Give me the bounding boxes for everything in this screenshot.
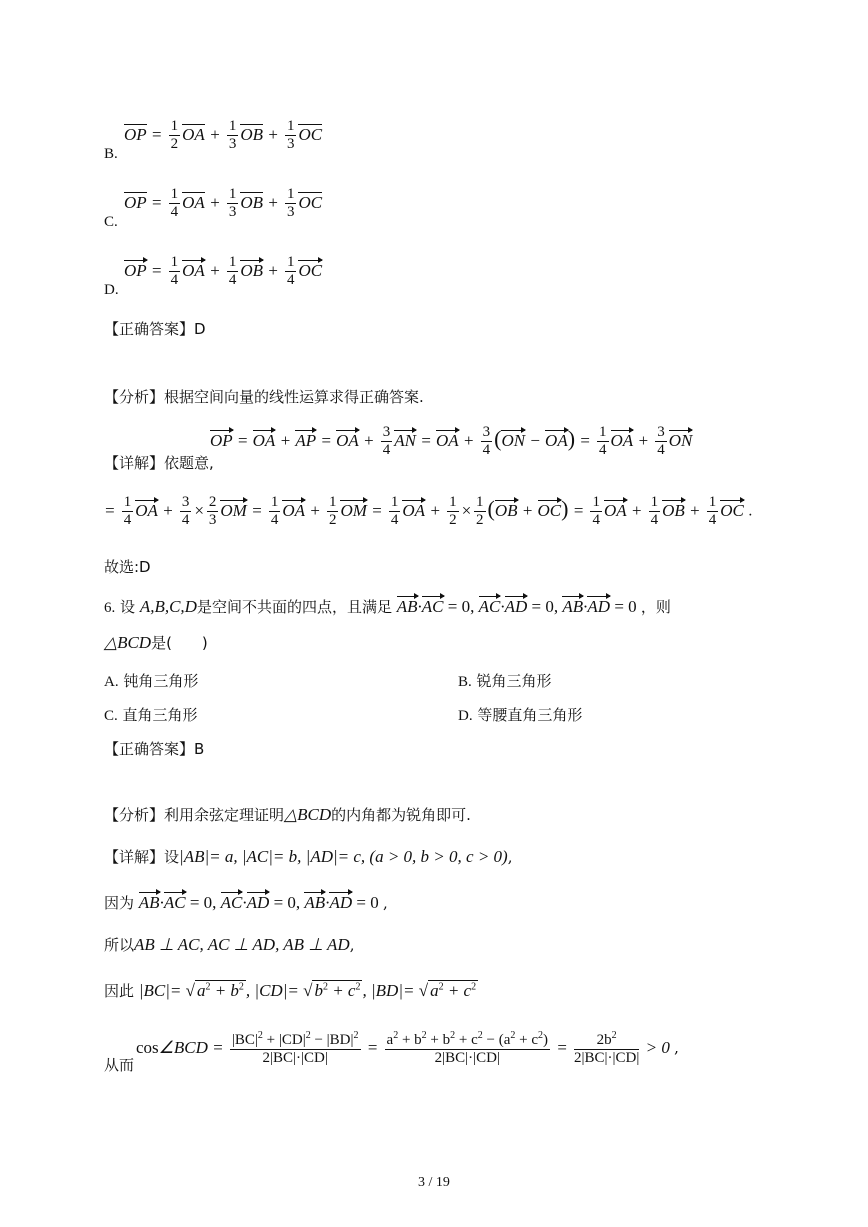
option-b-label: B. [104, 146, 118, 162]
option-d-prev: OP = $\frac{1}{4}$ OA + $\frac{1}{4}$ OB + $\frac{1}{4}$ OC [124, 254, 323, 289]
q6-stem-points: A,B,C,D [139, 597, 197, 616]
fraction-den: 3 [228, 136, 237, 153]
option-b-prev: OP = $\frac{1}{2}$ OA + $\frac{1}{3}$ OB + $\frac{1}{3}$ OC [124, 118, 323, 153]
fraction-den: 4 [228, 272, 237, 289]
q6-thus-label: 从而 [104, 1056, 135, 1074]
fraction-num: 1 [227, 254, 239, 272]
q6-triangle: △BCD [104, 633, 152, 652]
q6-stem-middle: 是空间不共面的四点，且满足 [196, 598, 392, 616]
option-d-label: D. [104, 282, 119, 298]
q6-stem-prefix: 设 [120, 598, 136, 616]
q5-detail-eq2: = $\frac{1}{4}$ OA + $\frac{3}{4}$ × $\frac{2}{3}$ OM = $\frac{1}{4}$ OA + $\frac{1}{2}$ OM = $\frac{1}{4}$ OA + $\frac{1}{2}$ × $\frac{1}{2}$ (OB + OC) = $\frac{1}{4}$ OA + $\frac{1}{4}$ OB + $\frac{1}{4}$ OC . [104, 494, 753, 529]
fraction-num: 1 [227, 186, 239, 204]
fraction-num: 1 [169, 118, 181, 136]
q6-stem-line2-suffix: 是( ) [151, 634, 208, 652]
q6-stem-suffix: ，则 [640, 598, 671, 616]
option-c-prev: OP = $\frac{1}{4}$ OA + $\frac{1}{3}$ OB + $\frac{1}{3}$ OC [124, 186, 323, 221]
q5-detail-eq1: OP = OA + AP = OA + $\frac{3}{4}$ AN = OA + $\frac{3}{4}$ (ON − OA) = $\frac{1}{4}$ OA + $\frac{3}{4}$ ON [210, 424, 693, 459]
q6-cosine-eq: cos∠BCD = $\frac{|BC|^2 + |CD|^2 - |BD|^2}{2|BC|\cdot|CD|}$ = $\frac{a^2 + b^2 + b^2 + c^2 - (a^2 + c^2)}{2|BC|\cdot|CD|}$ = $\frac{2b^2}{2|BC|\cdot|CD|}$ > 0 , [136, 1030, 679, 1067]
q6-option-a: A. 钝角三角形 [104, 672, 199, 690]
q6-stem-line1 [104, 596, 671, 617]
q5-analysis: 【分析】根据空间向量的线性运算求得正确答案. [104, 388, 424, 406]
option-c-label: C. [104, 214, 118, 230]
q6-detail: 【详解】设|AB|= a, |AC|= b, |AD|= c, (a > 0, b > 0, c > 0), [104, 847, 513, 866]
q6-analysis: 【分析】利用余弦定理证明△BCD的内角都为锐角即可. [104, 805, 471, 824]
q6-answer: 【正确答案】B [104, 740, 205, 758]
fraction-den: 2 [170, 136, 179, 153]
q5-conclusion: 故选:D [104, 558, 151, 576]
q6-because: 因为 AB·AC = 0, AC·AD = 0, AB·AD = 0 , [104, 893, 388, 912]
q6-option-c: C. 直角三角形 [104, 706, 198, 724]
q6-option-d: D. 等腰直角三角形 [458, 706, 583, 724]
fraction-den: 3 [286, 204, 295, 221]
fraction-num: 1 [169, 186, 181, 204]
q6-stem-line2 [104, 632, 208, 653]
fraction-num: 1 [285, 186, 297, 204]
fraction-den: 4 [286, 272, 295, 289]
page-number: 3 / 19 [418, 1175, 450, 1190]
q6-number: 6. [104, 600, 116, 616]
q5-answer: 【正确答案】D [104, 320, 206, 338]
q6-stem-condition: AB·AC = 0, AC·AD = 0, AB·AD = 0 [396, 597, 637, 616]
fraction-den: 3 [286, 136, 295, 153]
fraction-num: 1 [227, 118, 239, 136]
fraction-num: 1 [285, 254, 297, 272]
fraction-num: 1 [285, 118, 297, 136]
fraction-den: 3 [228, 204, 237, 221]
q6-option-b: B. 锐角三角形 [458, 672, 552, 690]
q6-so: 所以AB ⊥ AC, AC ⊥ AD, AB ⊥ AD, [104, 935, 355, 954]
q6-hence: 因此 |BC|= √ $a^2 + b^2$ , |CD|= √ $b^2 + c^2$ , |BD|= √ $a^2 + c^2$ [104, 981, 477, 1000]
fraction-den: 4 [170, 204, 179, 221]
fraction-den: 4 [170, 272, 179, 289]
fraction-num: 1 [169, 254, 181, 272]
q5-detail-label: 【详解】依题意, [104, 454, 214, 472]
